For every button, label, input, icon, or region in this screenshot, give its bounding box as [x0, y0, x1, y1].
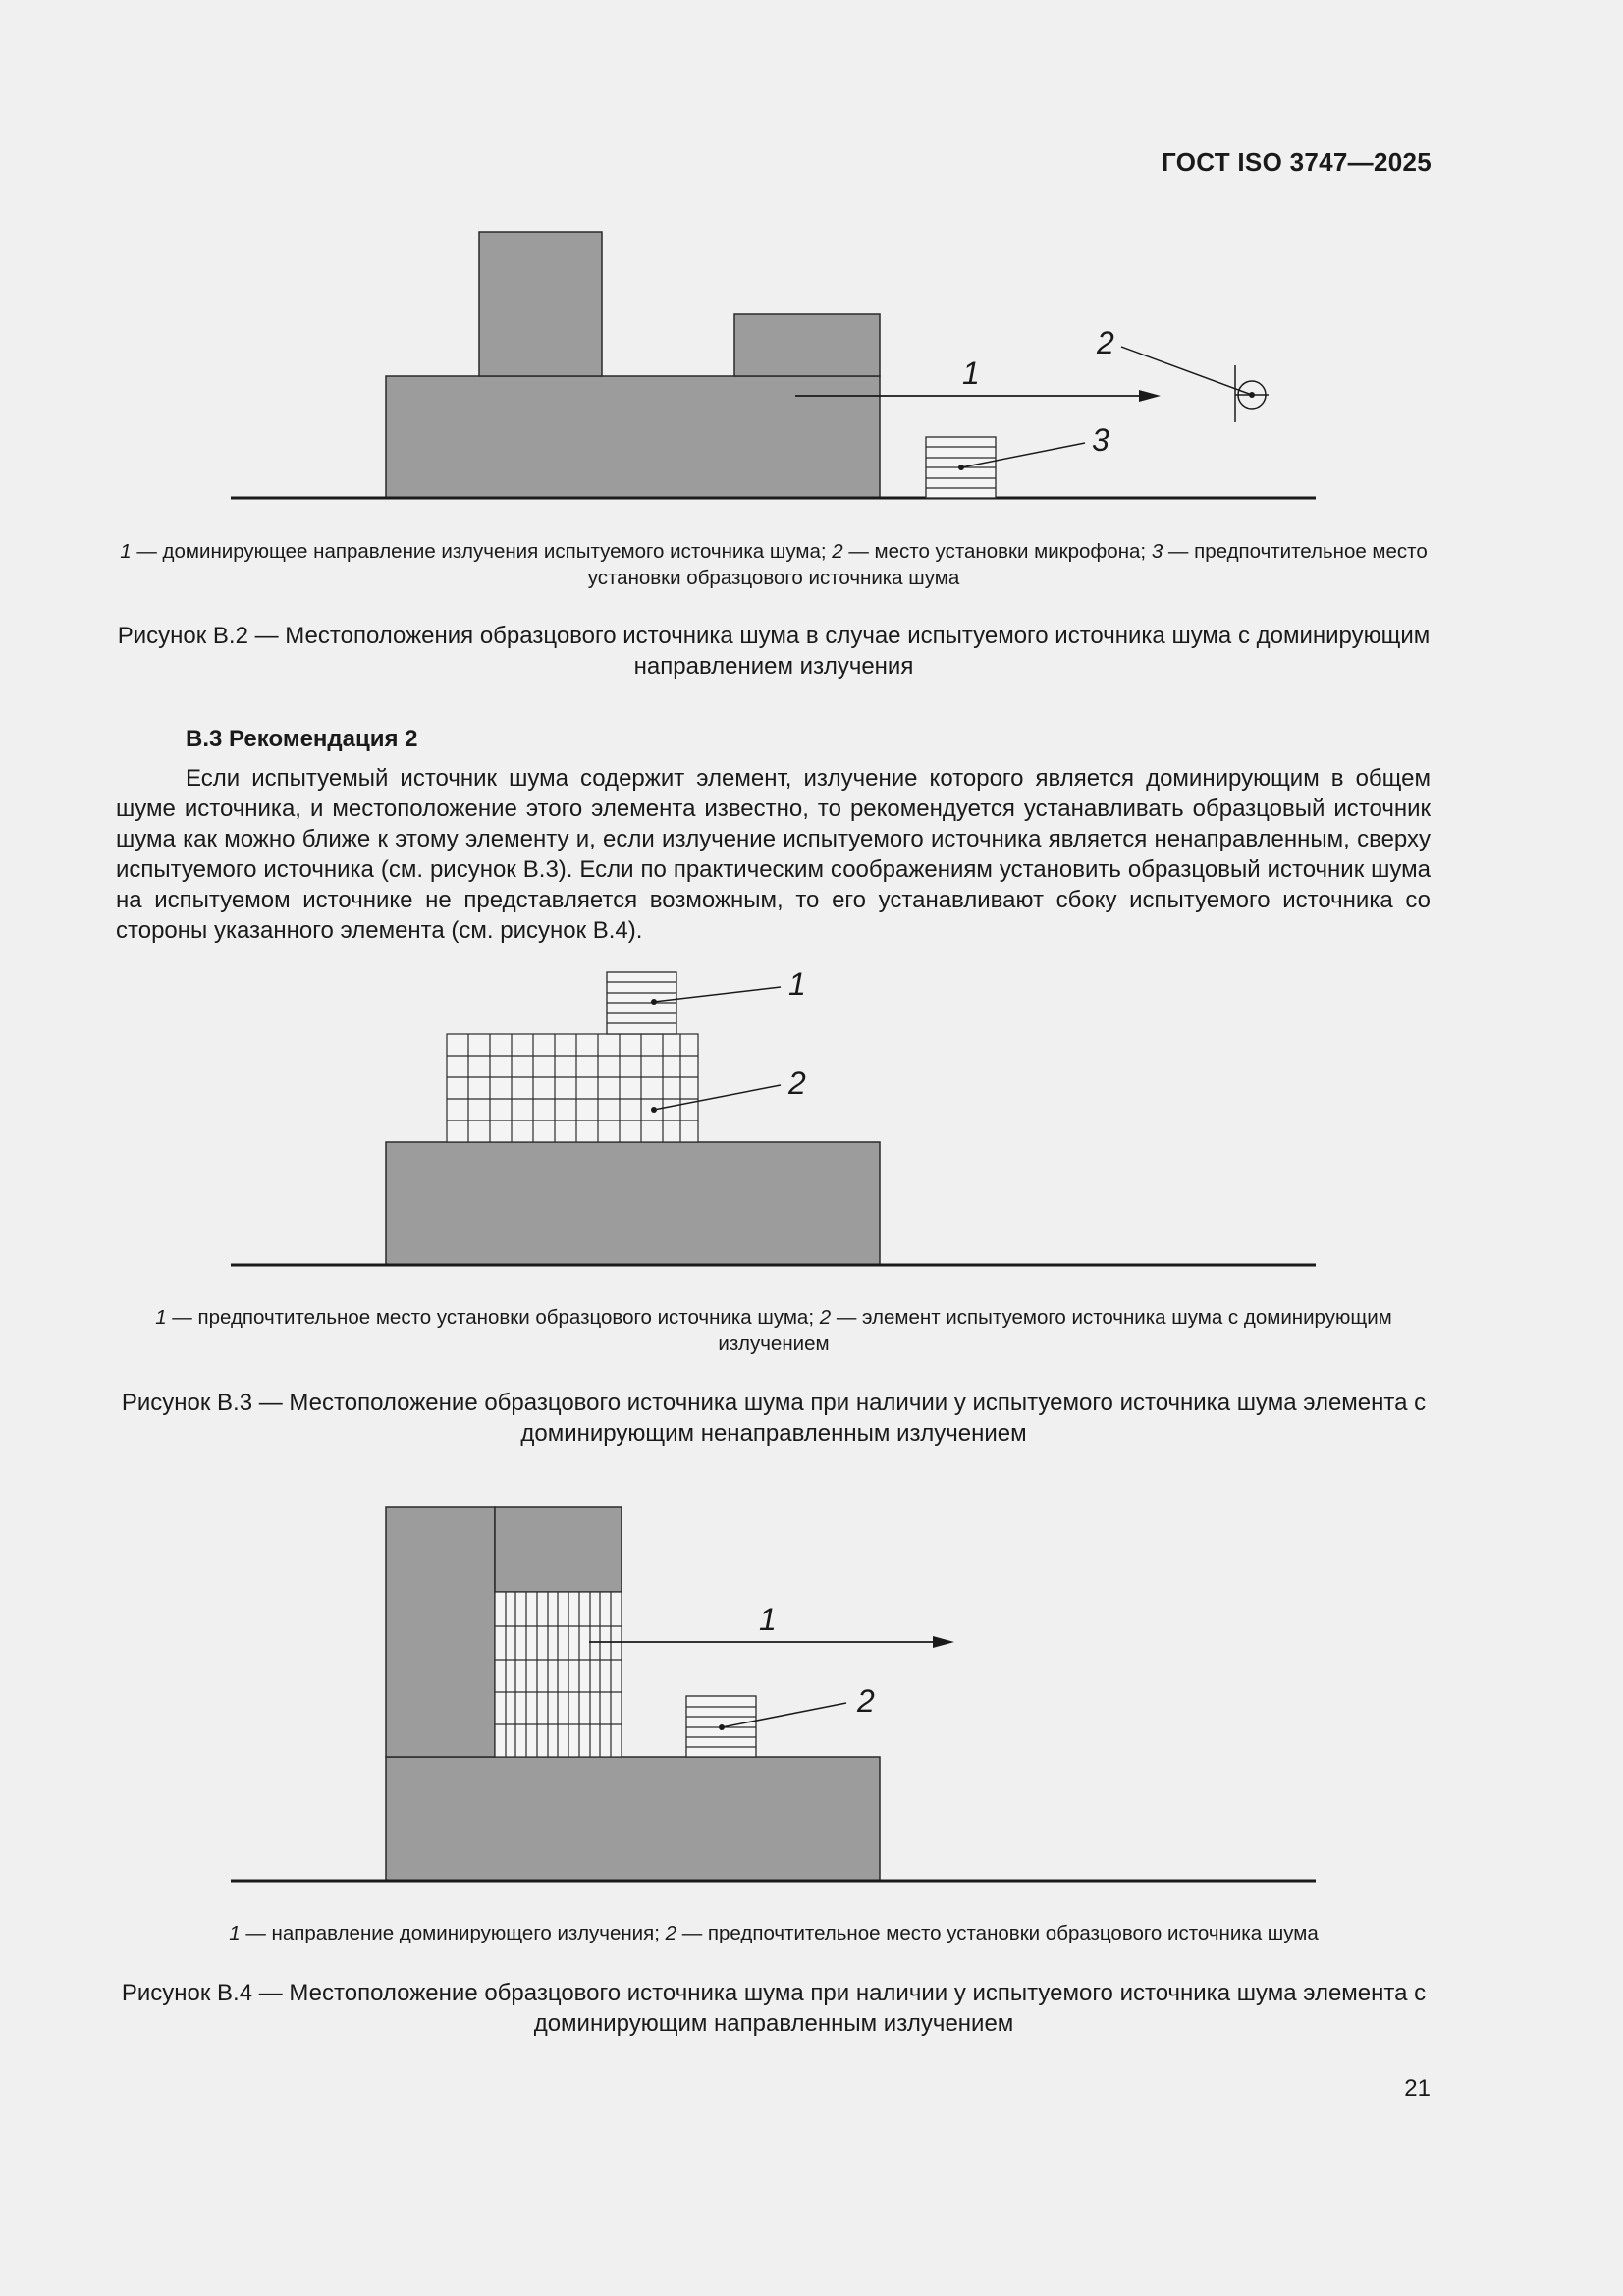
direction-arrow-1	[589, 1636, 954, 1648]
test-source-top-block	[495, 1507, 622, 1592]
legend-b2-text-2: — место установки микрофона;	[842, 540, 1152, 563]
figure-b3-label-2: 2	[788, 1066, 806, 1101]
legend-b3-text-1: — предпочтительное место установки образцового источника шума;	[166, 1306, 820, 1329]
legend-b3-text-2: — элемент испытуемого источника шума с доминирующим излучением	[718, 1306, 1392, 1355]
legend-b2-num-2: 2	[832, 540, 843, 563]
figure-b2-label-1: 1	[962, 355, 980, 391]
legend-b4-text-2: — предпочтительное место установки образцового источника шума	[676, 1922, 1319, 1944]
figure-b3-caption: Рисунок В.3 — Местоположение образцового источника шума при наличии у испытуемого источника шума элемента с доминирующим ненаправленным излучением	[121, 1390, 1427, 1447]
figure-b2-label-2: 2	[1097, 325, 1114, 360]
legend-b4-num-2: 2	[665, 1922, 677, 1944]
legend-b4-num-1: 1	[229, 1922, 241, 1944]
figure-b4-label-2: 2	[857, 1683, 875, 1719]
figure-b2-label-3: 3	[1092, 422, 1109, 458]
legend-b4-text-1: — направление доминирующего излучения;	[240, 1922, 666, 1944]
legend-b2-num-1: 1	[120, 540, 132, 563]
figure-b3-label-1: 1	[788, 966, 806, 1002]
test-source-body	[386, 1757, 880, 1881]
legend-b3-num-2: 2	[819, 1306, 832, 1329]
figure-b4-label-1: 1	[759, 1602, 777, 1637]
legend-b2-text-1: — доминирующее направление излучения испытуемого источника шума;	[131, 540, 833, 563]
section-heading: В.3 Рекомендация 2	[186, 726, 418, 752]
figure-b4-legend	[116, 1920, 1432, 1946]
dominant-element-grid	[495, 1592, 622, 1757]
legend-b2-num-3: 3	[1151, 540, 1163, 563]
test-source-left-column	[386, 1507, 495, 1757]
section-paragraph: Если испытуемый источник шума содержит элемент, излучение которого является доминирующим в общем шуме источника, и местоположение этого элемента известно, то рекомендуется устанавливать образцовый источник шума как можно ближе к этому элементу и, если излучение испытуемого источника является ненаправленным, сверху испытуемого источника (см. рисунок В.3). Если по практическим соображениям установить образцовый источник шума на испытуемом источнике не представляется возможным, то его устанавливают сбоку испытуемого источника со стороны указанного элемента (см. рисунок В.4).	[116, 765, 1431, 944]
figure-b4-caption: Рисунок В.4 — Местоположение образцового источника шума при наличии у испытуемого источника шума элемента с доминирующим направленным излучением	[121, 1980, 1427, 2037]
figure-b2-caption: Рисунок В.2 — Местоположения образцового источника шума в случае испытуемого источника шума с доминирующим направлением излучения	[117, 623, 1431, 680]
page-number: 21	[1404, 2075, 1431, 2102]
legend-b2-text-3: — предпочтительное место установки образцового источника шума	[587, 540, 1428, 589]
document-header: ГОСТ ISO 3747—2025	[1162, 147, 1432, 177]
legend-b3-num-1: 1	[155, 1306, 167, 1329]
